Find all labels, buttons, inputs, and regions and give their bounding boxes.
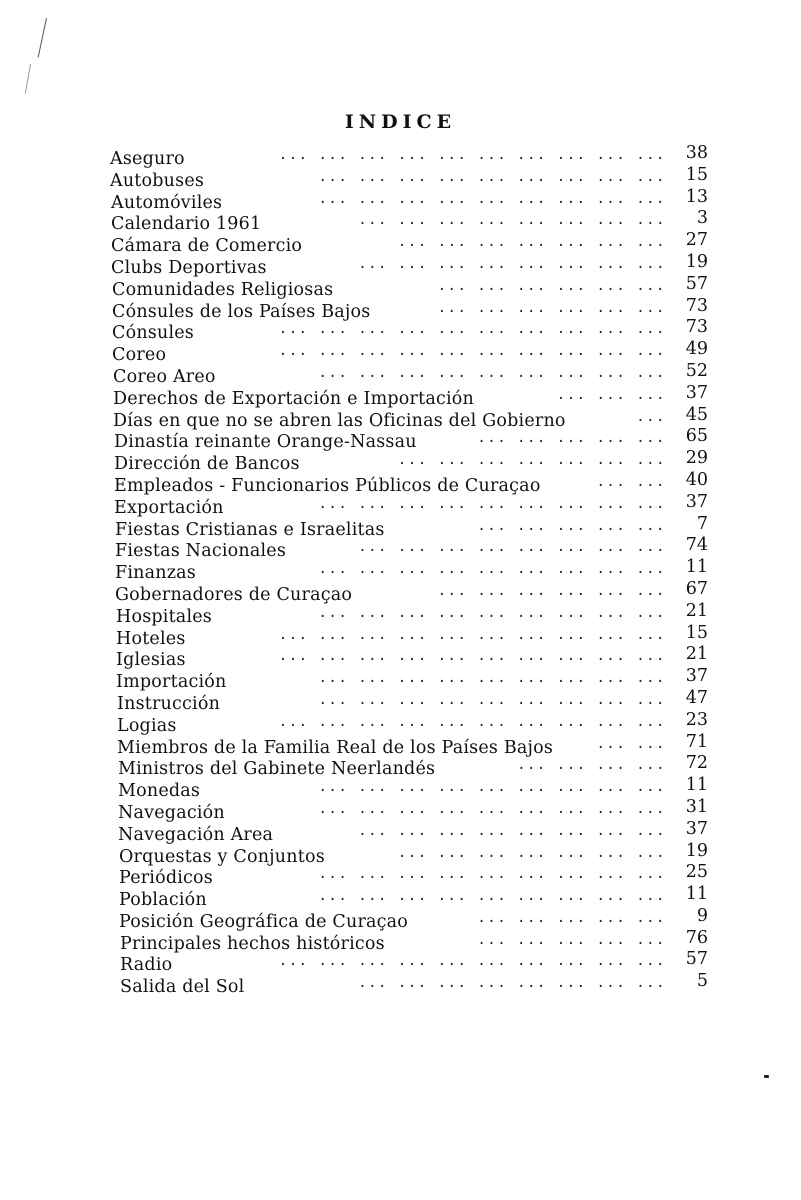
- entry-page-number: 37: [685, 666, 708, 687]
- entry-label: Navegación Area: [118, 824, 274, 845]
- entry-page-number: 29: [685, 448, 708, 469]
- dot-leader: ... ... ... ... ... ... ... ... ...: [318, 561, 666, 578]
- entry-page-number: 23: [685, 709, 708, 730]
- dot-leader: ...: [636, 408, 666, 425]
- entry-page-number: 19: [685, 840, 708, 861]
- index-entry: [0, 644, 801, 671]
- entry-page-number: 72: [685, 753, 708, 774]
- index-entry: [0, 687, 801, 714]
- index-entry: [0, 709, 801, 736]
- dot-leader: ... ... ...: [556, 386, 666, 403]
- index-entry: [0, 469, 801, 496]
- entry-page-number: 65: [685, 426, 708, 447]
- dot-leader: ... ... ... ... ... ... ... ... ... ...: [278, 648, 666, 665]
- index-entry: [0, 230, 801, 257]
- dot-leader: ... ... ... ... ... ...: [437, 582, 666, 599]
- index-entry: [0, 884, 801, 911]
- entry-label: Calendario 1961: [111, 214, 262, 235]
- index-entry: [0, 600, 801, 627]
- entry-page-number: 40: [685, 469, 708, 490]
- entry-page-number: 19: [685, 251, 708, 272]
- dot-leader: ... ... ... ... ...: [477, 517, 666, 534]
- entry-label: Finanzas: [115, 563, 196, 584]
- entry-label: Logias: [117, 715, 177, 736]
- dot-leader: ... ... ... ... ... ... ... ... ...: [318, 364, 666, 381]
- dot-leader: ... ...: [596, 735, 666, 752]
- entry-label: Gobernadores de Curaçao: [115, 584, 353, 605]
- entry-label: Fiestas Cristianas e Israelitas: [115, 519, 385, 540]
- entry-label: Hoteles: [116, 628, 186, 649]
- index-entry: [0, 164, 801, 191]
- entry-page-number: 9: [696, 905, 708, 926]
- entry-page-number: 25: [685, 862, 708, 883]
- dot-leader: ... ... ... ... ... ... ... ...: [358, 212, 666, 229]
- index-entry: [0, 949, 801, 976]
- entry-label: Días en que no se abren las Oficinas del Gobierno: [113, 410, 566, 431]
- dot-leader: ... ... ... ... ... ... ... ...: [358, 822, 666, 839]
- index-list: [0, 143, 801, 998]
- entry-page-number: 76: [685, 927, 708, 948]
- entry-label: Miembros de la Familia Real de los Países Bajos: [117, 737, 554, 758]
- dot-leader: ... ... ... ... ... ... ... ... ... ...: [278, 321, 666, 338]
- dot-leader: ... ... ... ... ... ...: [437, 299, 666, 316]
- dot-leader: ... ... ... ... ...: [477, 430, 666, 447]
- entry-page-number: 49: [685, 339, 708, 360]
- entry-label: Exportación: [114, 497, 224, 518]
- entry-label: Posición Geográfica de Curaçao: [119, 911, 409, 932]
- entry-label: Importación: [116, 672, 227, 693]
- entry-label: Coreo Areo: [113, 366, 216, 387]
- entry-label: Radio: [120, 955, 173, 976]
- dot-leader: ... ... ... ... ... ... ... ... ...: [318, 495, 666, 512]
- entry-page-number: 57: [685, 273, 708, 294]
- index-entry: [0, 339, 801, 366]
- entry-label: Hospitales: [116, 606, 212, 627]
- entry-label: Derechos de Exportación e Importación: [113, 388, 474, 409]
- index-entry: [0, 143, 801, 169]
- entry-page-number: 73: [685, 295, 708, 316]
- dot-leader: ... ... ... ... ... ... ... ... ... ...: [278, 343, 666, 360]
- dot-leader: ... ... ... ... ... ... ... ... ... ...: [278, 626, 666, 643]
- entry-page-number: 67: [685, 578, 708, 599]
- entry-label: Dinastía reinante Orange-Nassau: [114, 432, 417, 453]
- dot-leader: ... ... ... ... ...: [477, 909, 666, 926]
- index-entry: [0, 840, 801, 867]
- entry-label: Cónsules de los Países Bajos: [112, 301, 371, 322]
- entry-label: Ministros del Gabinete Neerlandés: [118, 759, 436, 780]
- dot-leader: ... ... ... ... ...: [477, 931, 666, 948]
- entry-page-number: 52: [685, 360, 708, 381]
- dot-leader: ... ... ... ...: [517, 757, 666, 774]
- entry-page-number: 47: [685, 687, 708, 708]
- index-entry: [0, 426, 801, 453]
- index-entry: [0, 360, 801, 387]
- entry-label: Orquestas y Conjuntos: [119, 846, 325, 867]
- entry-label: Periódicos: [119, 868, 213, 889]
- index-entry: [0, 622, 801, 649]
- index-entry: [0, 557, 801, 584]
- dot-leader: ... ... ... ... ... ... ... ... ...: [318, 168, 666, 185]
- entry-label: Autobuses: [110, 170, 205, 191]
- index-entry: [0, 295, 801, 322]
- index-entry: [0, 818, 801, 845]
- entry-label: Cámara de Comercio: [111, 236, 303, 257]
- dot-leader: ... ... ... ... ... ... ... ... ...: [318, 691, 666, 708]
- index-entry: [0, 796, 801, 823]
- index-entry: [0, 382, 801, 409]
- index-entry: [0, 491, 801, 518]
- dot-leader: ... ... ... ... ... ... ... ... ...: [318, 800, 666, 817]
- dot-leader: ... ... ... ... ... ... ... ... ...: [318, 888, 666, 905]
- dot-leader: ... ... ... ... ... ... ... ... ...: [318, 670, 666, 687]
- index-entry: [0, 186, 801, 213]
- entry-page-number: 57: [685, 949, 708, 970]
- index-entry: [0, 905, 801, 932]
- index-entry: [0, 513, 801, 540]
- entry-label: Automóviles: [111, 192, 223, 213]
- entry-label: Población: [119, 890, 207, 911]
- entry-label: Principales hechos históricos: [120, 933, 385, 954]
- entry-page-number: 73: [685, 317, 708, 338]
- index-entry: [0, 251, 801, 278]
- dot-leader: ... ... ... ... ... ... ... ... ...: [318, 604, 666, 621]
- entry-page-number: 21: [685, 644, 708, 665]
- index-entry: [0, 208, 801, 235]
- dot-leader: ... ... ... ... ... ...: [437, 277, 666, 294]
- entry-page-number: 11: [685, 557, 708, 578]
- index-entry: [0, 404, 801, 431]
- index-entry: [0, 448, 801, 475]
- index-entry: [0, 927, 801, 954]
- entry-page-number: 74: [685, 535, 708, 556]
- dot-leader: ... ... ... ... ... ... ...: [397, 844, 666, 861]
- index-entry: [0, 753, 801, 780]
- entry-label: Fiestas Nacionales: [115, 541, 287, 562]
- entry-label: Dirección de Bancos: [114, 454, 300, 475]
- entry-label: Empleados - Funcionarios Públicos de Curaçao: [114, 475, 541, 496]
- index-entry: [0, 578, 801, 605]
- entry-page-number: 71: [685, 731, 708, 752]
- entry-page-number: 11: [685, 775, 708, 796]
- entry-label: Aseguro: [110, 149, 185, 169]
- index-entry: [0, 971, 801, 998]
- dot-leader: ... ... ... ... ... ... ... ... ... ...: [278, 953, 666, 970]
- entry-page-number: 38: [685, 143, 708, 163]
- entry-label: Iglesias: [116, 650, 186, 671]
- entry-label: Salida del Sol: [120, 977, 245, 998]
- entry-page-number: 15: [685, 622, 708, 643]
- dot-leader: ... ... ... ... ... ... ...: [397, 452, 666, 469]
- entry-label: Comunidades Religiosas: [112, 279, 334, 300]
- dot-leader: ... ... ... ... ... ... ... ... ...: [318, 779, 666, 796]
- index-entry: [0, 731, 801, 758]
- dot-leader: ... ... ... ... ... ... ...: [397, 234, 666, 251]
- dot-leader: ... ... ... ... ... ... ... ...: [358, 255, 666, 272]
- entry-page-number: 21: [685, 600, 708, 621]
- dot-leader: ... ... ... ... ... ... ... ... ... ...: [278, 713, 666, 730]
- entry-page-number: 11: [685, 884, 708, 905]
- entry-page-number: 37: [685, 491, 708, 512]
- index-entry: [0, 317, 801, 344]
- entry-page-number: 45: [685, 404, 708, 425]
- entry-page-number: 15: [685, 164, 708, 185]
- dot-leader: ... ... ... ... ... ... ... ... ...: [318, 190, 666, 207]
- dot-leader: ... ... ... ... ... ... ... ... ...: [318, 866, 666, 883]
- entry-page-number: 5: [696, 971, 708, 992]
- dot-leader: ... ... ... ... ... ... ... ...: [358, 539, 666, 556]
- index-entry: [0, 535, 801, 562]
- index-entry: [0, 862, 801, 889]
- index-entry: [0, 273, 801, 300]
- entry-label: Cónsules: [112, 323, 194, 344]
- index-entry: [0, 775, 801, 802]
- entry-label: Instrucción: [117, 693, 221, 714]
- entry-page-number: 27: [685, 230, 708, 251]
- entry-page-number: 13: [685, 186, 708, 207]
- entry-label: Clubs Deportivas: [111, 257, 267, 278]
- dot-leader: ... ...: [596, 473, 666, 490]
- entry-page-number: 31: [685, 796, 708, 817]
- page-title: INDICE: [344, 110, 457, 133]
- dot-leader: ... ... ... ... ... ... ... ... ... ...: [278, 147, 666, 163]
- dot-leader: ... ... ... ... ... ... ... ...: [358, 975, 666, 992]
- entry-label: Navegación: [118, 802, 225, 823]
- entry-label: Monedas: [118, 781, 201, 802]
- entry-page-number: 37: [685, 818, 708, 839]
- entry-label: Coreo: [112, 345, 167, 366]
- index-entry: [0, 666, 801, 693]
- entry-page-number: 37: [685, 382, 708, 403]
- entry-page-number: 3: [696, 208, 708, 229]
- entry-page-number: 7: [696, 513, 708, 534]
